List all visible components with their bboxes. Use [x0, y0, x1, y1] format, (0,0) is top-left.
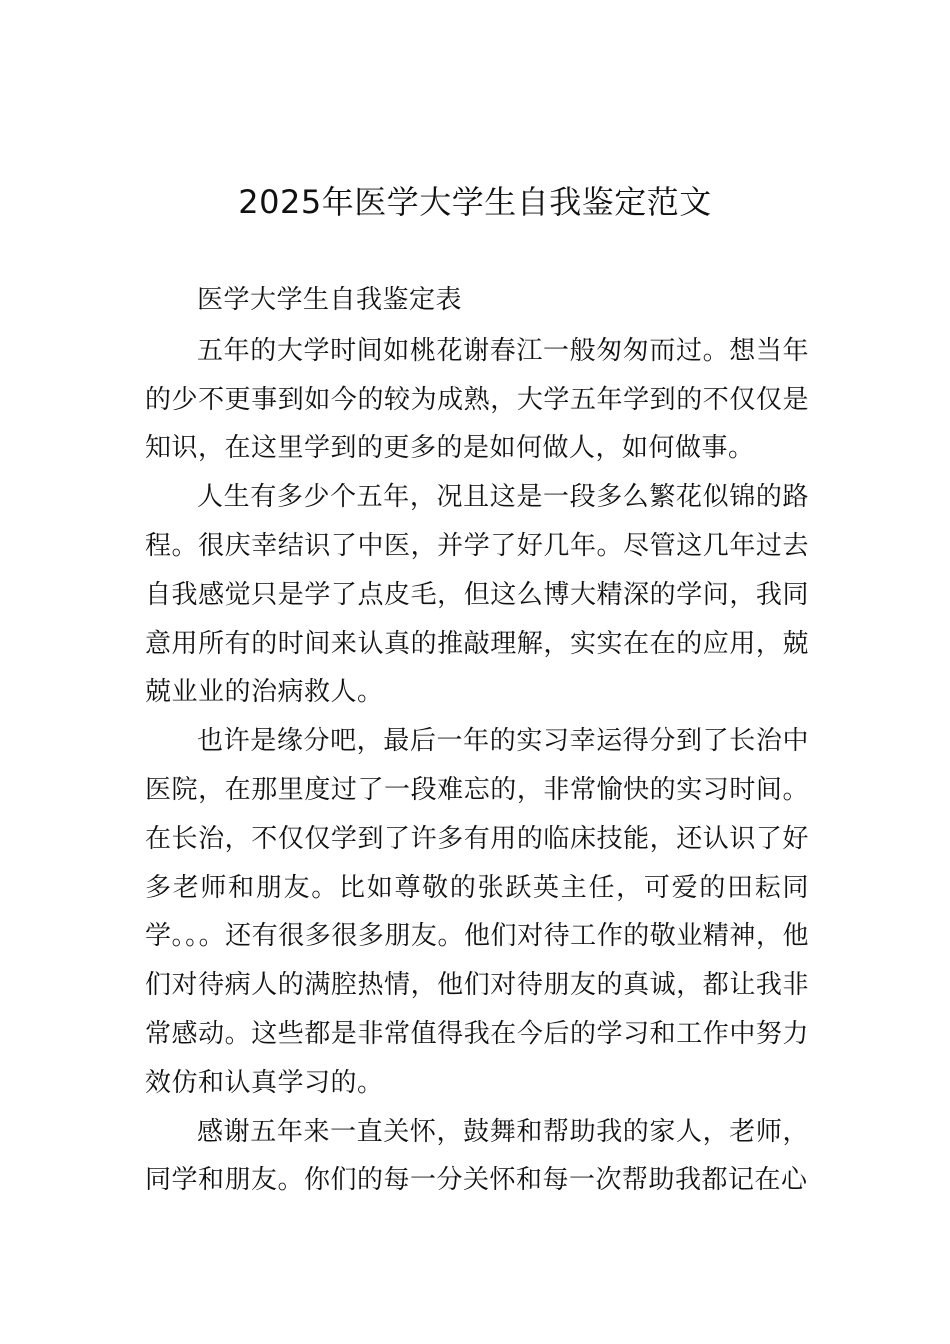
paragraph-heading: 医学大学生自我鉴定表: [197, 285, 463, 315]
paragraph: 五年的大学时间如桃花谢春江一般匆匆而过。想当年的少不更事到如今的较为成熟，大学五年学到的不仅仅是知识，在这里学到的更多的是如何做人，如何做事。: [145, 335, 809, 464]
document-body: [145, 276, 809, 1205]
document-title: 2025年医学大学生自我鉴定范文: [238, 183, 712, 221]
paragraph: 人生有多少个五年，况且这是一段多么繁花似锦的路程。很庆幸结识了中医，并学了好几年。尽管这几年过去自我感觉只是学了点皮毛，但这么博大精深的学问，我同意用所有的时间来认真的推敲理解，实实在在的应用，兢兢业业的治病救人。: [145, 482, 809, 708]
paragraph: 也许是缘分吧，最后一年的实习幸运得分到了长治中医院，在那里度过了一段难忘的，非常愉快的实习时间。在长治，不仅仅学到了许多有用的临床技能，还认识了好多老师和朋友。比如尊敬的张跃英主任，可爱的田耘同学。。。还有很多很多朋友。他们对待工作的敬业精神，他们对待病人的满腔热情，他们对待朋友的真诚，都让我非常感动。这些都是非常值得我在今后的学习和工作中努力效仿和认真学习的。: [145, 726, 809, 1098]
paragraph: 感谢五年来一直关怀，鼓舞和帮助我的家人，老师，同学和朋友。你们的每一分关怀和每一次帮助我都记在心: [145, 1116, 809, 1196]
